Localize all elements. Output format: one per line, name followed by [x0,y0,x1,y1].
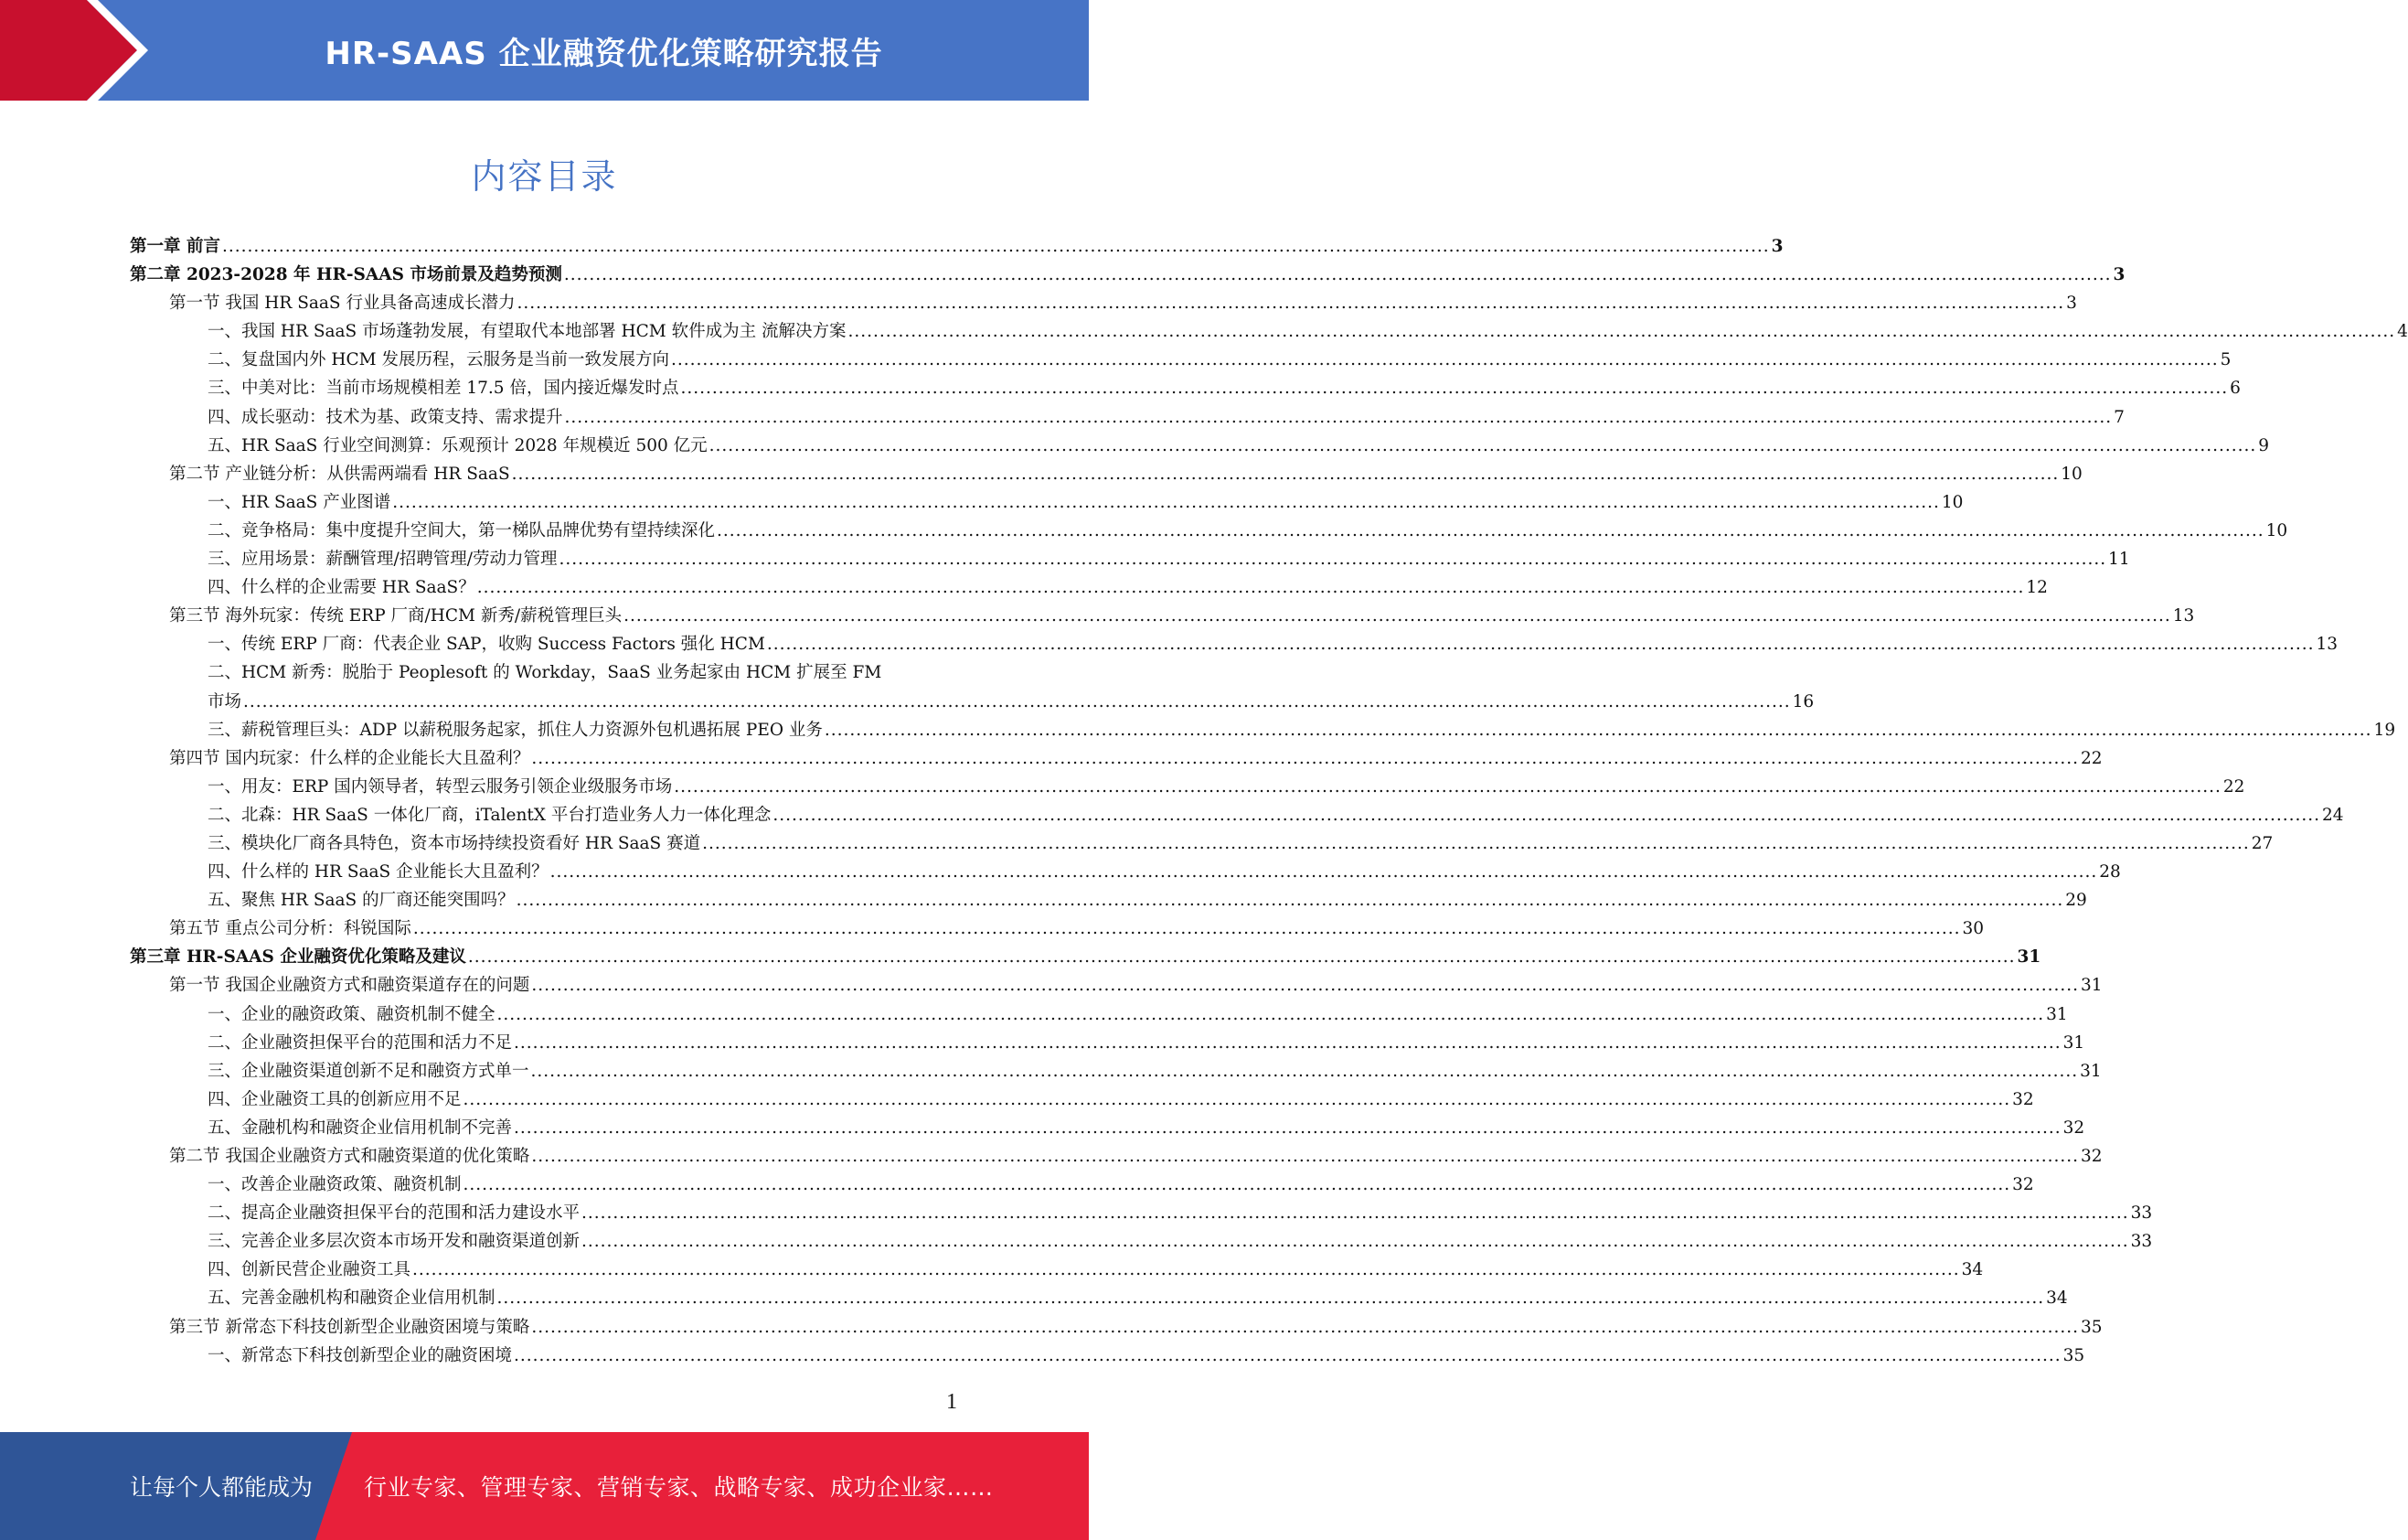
toc-dot-leader [581,1199,2129,1227]
toc-entry-title: 第二章 2023-2028 年 HR-SAAS 市场前景及趋势预测 [130,265,562,285]
toc-entry-page: 10 [2265,520,2288,540]
toc-entry[interactable] [130,432,2270,460]
toc-entry-title: 二、HCM 新秀：脱胎于 Peoplesoft 的 Workday，SaaS 业务起家由 HCM 扩展至 FM [208,663,882,683]
toc-dot-leader [517,886,2064,914]
toc-entry-page: 32 [2081,1147,2103,1166]
toc-entry[interactable] [130,488,1964,517]
toc-entry-page: 12 [2026,578,2048,598]
toc-dot-leader [243,688,1791,716]
toc-entry[interactable] [130,1057,2102,1085]
toc-dot-leader [565,403,2113,432]
report-title: HR-SAAS 企业融资优化策略研究报告 [325,35,883,72]
toc-entry[interactable] [130,688,1815,716]
toc-entry[interactable] [130,658,958,687]
toc-dot-leader [413,914,1961,943]
toc-entry-page: 22 [2222,776,2245,797]
toc-entry-page: 33 [2130,1203,2153,1224]
toc-entry-page: 31 [2046,1004,2068,1024]
toc-entry[interactable] [130,716,2396,744]
toc-entry[interactable] [130,914,1985,943]
toc-dot-leader [674,773,2222,801]
toc-dot-leader [564,261,2112,289]
toc-dot-leader [514,1342,2062,1370]
toc-entry-page: 32 [2012,1089,2034,1109]
toc-entry-page: 3 [2113,265,2126,285]
toc-entry[interactable] [130,858,2121,886]
toc-entry-page: 31 [2062,1032,2085,1053]
toc-dot-leader [517,289,2065,317]
toc-dot-leader [767,630,2315,658]
toc-entry-title: 第一节 我国 HR SaaS 行业具备高速成长潜力 [169,294,516,314]
toc-dot-leader [581,1227,2129,1256]
toc-entry-title: 四、什么样的 HR SaaS 企业能长大且盈利？ [208,862,549,882]
toc-entry-page: 31 [2017,947,2041,968]
toc-entry-page: 10 [1941,492,1964,512]
toc-entry-title: 五、金融机构和融资企业信用机制不完善 [208,1118,513,1138]
toc-entry-title: 一、企业的融资政策、融资机制不健全 [208,1004,495,1024]
toc-entry[interactable] [130,1000,2068,1029]
toc-entry[interactable] [130,829,2274,858]
toc-entry-title: 一、新常态下科技创新型企业的融资困境 [208,1345,513,1365]
toc-heading: 内容目录 [471,156,618,197]
toc-dot-leader [477,573,2025,602]
toc-entry-page: 13 [2316,635,2339,655]
toc-entry[interactable] [130,773,2245,801]
table-of-contents [130,232,2408,1370]
toc-entry-title: 三、完善企业多层次资本市场开发和融资渠道创新 [208,1232,581,1252]
toc-entry-title: 三、企业融资渠道创新不足和融资方式单一 [208,1061,529,1081]
toc-entry[interactable] [130,630,2339,658]
toc-entry-page: 35 [2062,1345,2085,1365]
toc-dot-leader [680,374,2228,402]
toc-dot-leader [497,1000,2045,1029]
toc-dot-leader [512,460,2060,488]
toc-dot-leader [709,432,2257,460]
toc-dot-leader [514,1114,2062,1142]
toc-dot-leader [848,317,2396,346]
toc-entry-page: 28 [2099,862,2121,882]
toc-dot-leader [550,858,2098,886]
toc-entry-title: 二、北森：HR SaaS 一体化厂商，iTalentX 平台打造业务人力一体化理念 [208,805,772,825]
toc-entry[interactable] [130,1085,2034,1114]
toc-dot-leader [514,1029,2062,1057]
toc-dot-leader [531,744,2079,773]
toc-entry-page: 19 [2373,720,2396,740]
toc-entry-title: 三、模块化厂商各具特色，资本市场持续投资看好 HR SaaS 赛道 [208,833,701,853]
toc-entry[interactable] [130,573,2048,602]
toc-entry-title: 二、复盘国内外 HCM 发展历程，云服务是当前一致发展方向 [208,350,669,370]
toc-entry[interactable] [130,744,2103,773]
toc-entry[interactable] [130,1199,2153,1227]
toc-dot-leader [392,488,1940,517]
toc-entry-page: 31 [2081,976,2103,996]
toc-entry-page: 24 [2322,805,2344,825]
toc-entry-page: 35 [2081,1317,2103,1337]
footer-band [0,1432,1089,1540]
toc-entry-title: 第三节 海外玩家：传统 ERP 厂商/HCM 新秀/薪税管理巨头 [169,606,623,626]
toc-entry-page: 6 [2230,379,2241,399]
toc-dot-leader [531,1057,2079,1085]
toc-entry[interactable] [130,943,2041,971]
toc-dot-leader [702,829,2250,858]
toc-entry-page: 9 [2258,435,2270,455]
toc-dot-leader [463,1085,2011,1114]
toc-entry-page: 32 [2062,1118,2085,1138]
toc-entry-title: 二、提高企业融资担保平台的范围和活力建设水平 [208,1203,581,1224]
toc-dot-leader [671,346,2219,374]
toc-entry-page: 34 [2046,1289,2068,1309]
toc-dot-leader [772,801,2320,829]
toc-entry-title: 第二节 我国企业融资方式和融资渠道的优化策略 [169,1147,530,1166]
toc-entry-page: 11 [2108,550,2130,570]
toc-dot-leader [468,943,2016,971]
toc-entry-title: 四、企业融资工具的创新应用不足 [208,1089,462,1109]
toc-entry-page: 4 [2397,322,2408,342]
toc-entry-title: 第五节 重点公司分析：科锐国际 [169,919,411,939]
toc-entry[interactable] [130,317,2408,346]
toc-entry-title: 一、我国 HR SaaS 市场蓬勃发展，有望取代本地部署 HCM 软件成为主 流解决方案 [208,322,847,342]
toc-entry[interactable] [130,1342,2085,1370]
toc-entry-title: 四、成长驱动：技术为基、政策支持、需求提升 [208,407,563,427]
toc-entry-page: 32 [2012,1175,2034,1195]
toc-entry-title: 三、中美对比：当前市场规模相差 17.5 倍，国内接近爆发时点 [208,379,679,399]
footer-slogan-right: 行业专家、管理专家、营销专家、战略专家、成功企业家…… [364,1474,994,1501]
toc-entry[interactable] [130,971,2103,1000]
toc-dot-leader [497,1284,2045,1312]
toc-entry[interactable] [130,517,2288,545]
toc-dot-leader [825,716,2372,744]
toc-entry-page: 33 [2130,1232,2153,1252]
toc-entry[interactable] [130,1256,1984,1284]
toc-entry-title: 二、企业融资担保平台的范围和活力不足 [208,1032,513,1053]
toc-entry[interactable] [130,460,2083,488]
toc-entry-title: 五、完善金融机构和融资企业信用机制 [208,1289,495,1309]
toc-dot-leader [531,1313,2079,1342]
toc-entry-page: 3 [1771,237,1784,256]
toc-entry-page: 34 [1961,1260,1984,1280]
toc-entry-title: 第三章 HR-SAAS 企业融资优化策略及建议 [130,947,466,968]
toc-entry-title: 第一节 我国企业融资方式和融资渠道存在的问题 [169,976,530,996]
toc-entry-title: 四、什么样的企业需要 HR SaaS？ [208,578,475,598]
toc-entry-title: 四、创新民营企业融资工具 [208,1260,411,1280]
toc-entry-page: 13 [2172,606,2195,626]
toc-dot-leader [222,232,1770,261]
toc-entry-title: 一、改善企业融资政策、融资机制 [208,1175,462,1195]
toc-entry[interactable] [130,374,2241,402]
toc-entry-page: 30 [1962,919,1985,939]
toc-entry-page: 22 [2081,748,2103,768]
toc-entry[interactable] [130,602,2195,630]
toc-entry[interactable] [130,1029,2085,1057]
toc-entry-title: 第二节 产业链分析：从供需两端看 HR SaaS [169,464,510,484]
toc-entry-title: 五、聚焦 HR SaaS 的厂商还能突围吗？ [208,891,515,911]
toc-dot-leader [717,517,2264,545]
toc-entry-page: 27 [2251,833,2274,853]
toc-entry[interactable] [130,545,2130,573]
toc-dot-leader [531,1142,2079,1171]
toc-entry[interactable] [130,1313,2103,1342]
footer-slogan-left: 让每个人都能成为 [130,1474,314,1501]
toc-entry[interactable] [130,886,2087,914]
toc-entry[interactable] [130,801,2344,829]
toc-dot-leader [531,971,2079,1000]
toc-entry[interactable] [130,289,2077,317]
toc-entry-page: 10 [2061,464,2083,484]
toc-entry-page: 5 [2220,350,2232,370]
toc-entry[interactable] [130,1227,2153,1256]
toc-entry[interactable] [130,346,2232,374]
toc-entry[interactable] [130,1142,2103,1171]
toc-dot-leader [623,602,2171,630]
toc-entry[interactable] [130,1114,2085,1142]
toc-entry-page: 29 [2065,891,2087,911]
toc-dot-leader [559,545,2106,573]
toc-entry-title: 三、薪税管理巨头：ADP 以薪税服务起家，抓住人力资源外包机遇拓展 PEO 业务 [208,720,823,740]
toc-dot-leader [463,1171,2011,1199]
toc-entry[interactable] [130,261,2126,289]
toc-entry-title: 第一章 前言 [130,237,220,256]
toc-entry-title: 市场 [208,691,242,711]
toc-entry-title: 第四节 国内玩家：什么样的企业能长大且盈利？ [169,748,530,768]
toc-entry-title: 第三节 新常态下科技创新型企业融资困境与策略 [169,1317,530,1337]
report-header-band [0,0,1089,101]
toc-entry-title: 一、传统 ERP 厂商：代表企业 SAP，收购 Success Factors 强化 HCM [208,635,765,655]
toc-entry[interactable] [130,403,2125,432]
page-number: 1 [946,1390,957,1414]
toc-entry[interactable] [130,1284,2068,1312]
toc-entry-title: 一、用友：ERP 国内领导者，转型云服务引领企业级服务市场 [208,776,673,797]
toc-entry-page: 16 [1792,691,1815,711]
toc-entry[interactable] [130,1171,2034,1199]
toc-entry-page: 3 [2066,294,2077,314]
toc-entry-title: 五、HR SaaS 行业空间测算：乐观预计 2028 年规模近 500 亿元 [208,435,708,455]
toc-entry-title: 一、HR SaaS 产业图谱 [208,492,391,512]
toc-entry-page: 31 [2080,1061,2102,1081]
toc-dot-leader [412,1256,1960,1284]
toc-entry-page: 7 [2114,407,2125,427]
toc-entry-title: 三、应用场景：薪酬管理/招聘管理/劳动力管理 [208,550,558,570]
toc-entry-title: 二、竞争格局：集中度提升空间大，第一梯队品牌优势有望持续深化 [208,520,716,540]
toc-entry[interactable] [130,232,1784,261]
